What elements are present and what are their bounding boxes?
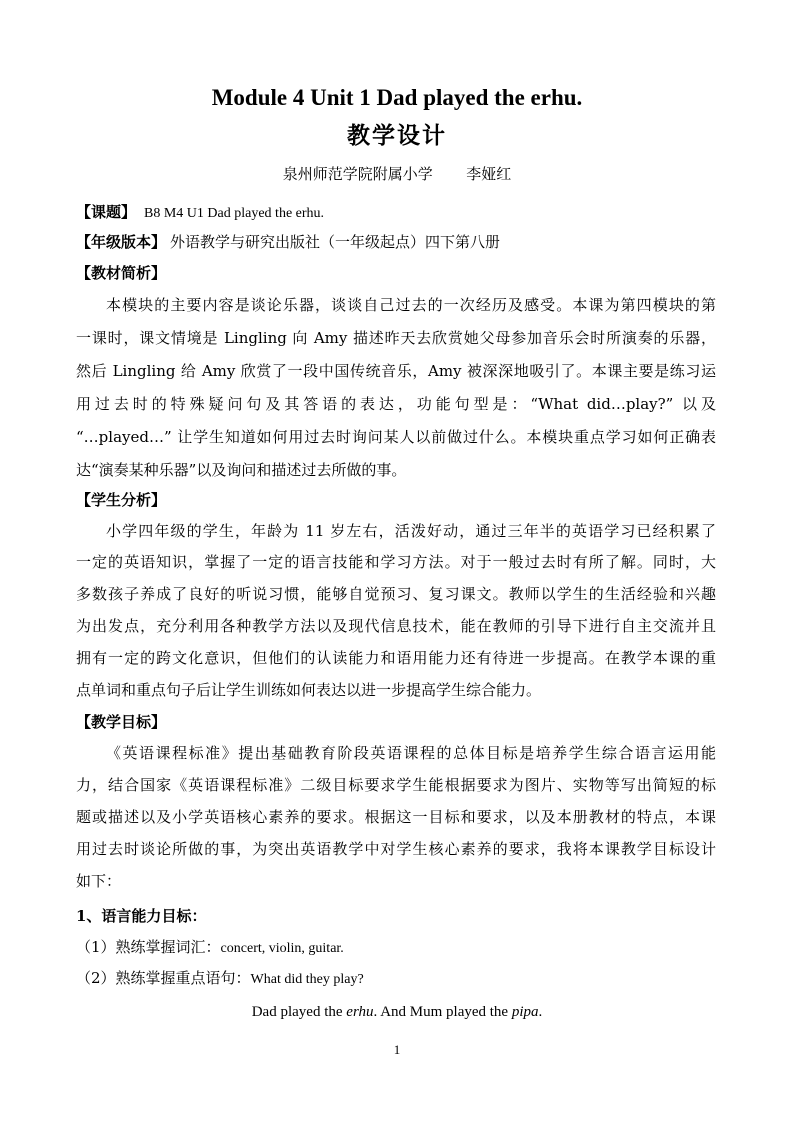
- analysis-line: 本模块的主要内容是谈论乐器，谈谈自己过去的一次经历及感受。本课为第四模块的第: [106, 296, 716, 314]
- example-part: .: [538, 1004, 543, 1020]
- students-heading: 【学生分析】: [76, 491, 167, 509]
- students-line: 点单词和重点句子后让学生训练如何表达以进一步提高学生综合能力。: [76, 681, 542, 699]
- example-word-pipa: pipa: [511, 1004, 539, 1020]
- edition-line: [76, 230, 500, 254]
- vocab-item-words: concert, violin, guitar.: [220, 941, 344, 956]
- document-title-chinese: 教学设计: [347, 122, 447, 149]
- goals-line: 《英语课程标准》提出基础教育阶段英语课程的总体目标是培养学生综合语言运用能: [106, 744, 716, 762]
- author-name: 李娅红: [466, 165, 512, 183]
- page-number: 1: [393, 1042, 401, 1057]
- students-line: 拥有一定的跨文化意识，但他们的认读能力和语用能力还有待进一步提高。在教学本课的重: [76, 649, 716, 667]
- analysis-heading: 【教材简析】: [76, 264, 167, 282]
- sentence-item-prefix: （2）熟练掌握重点语句：: [76, 969, 251, 987]
- students-line: 一定的英语知识，掌握了一定的语言技能和学习方法。对于一般过去时有所了解。同时，大: [76, 553, 716, 571]
- example-sentence: [0, 1000, 794, 1024]
- language-goal-heading: 1、语言能力目标：: [76, 907, 207, 925]
- students-line: 为出发点，充分利用各种教学方法以及现代信息技术，能在教师的引导下进行自主交流并且: [76, 617, 716, 635]
- example-part: Dad played the: [251, 1004, 347, 1020]
- analysis-line: “…played…” 让学生知道如何用过去时询问某人以前做过什么。本模块重点学习如何正确表: [76, 428, 716, 446]
- document-title-english: Module 4 Unit 1 Dad played the erhu.: [211, 85, 583, 110]
- goals-line: 力，结合国家《英语课程标准》二级目标要求学生能根据要求为图片、实物等写出简短的标: [76, 776, 716, 794]
- goals-line: 如下：: [76, 872, 122, 890]
- example-part: . And Mum played the: [373, 1004, 512, 1020]
- goals-heading: 【教学目标】: [76, 713, 167, 731]
- school-name: 泉州师范学院附属小学: [282, 165, 433, 183]
- topic-line: [76, 200, 324, 226]
- sentence-item-text: What did they play?: [250, 972, 364, 987]
- edition-value: 外语教学与研究出版社（一年级起点）四下第八册: [170, 233, 501, 251]
- vocab-item: [76, 935, 344, 961]
- analysis-line: 一课时，课文情境是 Lingling 向 Amy 描述昨天去欣赏她父母参加音乐会时所演奏的乐器，: [76, 329, 716, 347]
- analysis-line: 用过去时的特殊疑问句及其答语的表达，功能句型是：“What did…play?” 以及: [76, 395, 716, 413]
- goals-line: 题或描述以及小学英语核心素养的要求。根据这一目标和要求，以及本册教材的特点，本课: [76, 808, 716, 826]
- edition-label: 【年级版本】: [76, 233, 167, 251]
- goals-line: 用过去时谈论所做的事，为突出英语教学中对学生核心素养的要求，我将本课教学目标设计: [76, 840, 716, 858]
- author-line: [0, 162, 794, 186]
- example-word-erhu: erhu: [346, 1004, 374, 1020]
- analysis-line: 达“演奏某种乐器”以及询问和描述过去所做的事。: [76, 461, 407, 479]
- students-line: 小学四年级的学生，年龄为 11 岁左右，活泼好动，通过三年半的英语学习已经积累了: [106, 522, 716, 540]
- vocab-item-prefix: （1）熟练掌握词汇：: [76, 938, 221, 956]
- analysis-line: 然后 Lingling 给 Amy 欣赏了一段中国传统音乐，Amy 被深深地吸引了。本课主要是练习运: [76, 362, 716, 380]
- sentence-item: [76, 966, 364, 992]
- topic-label: 【课题】: [76, 203, 137, 221]
- topic-value: B8 M4 U1 Dad played the erhu.: [144, 206, 325, 221]
- students-line: 多数孩子养成了良好的听说习惯，能够自觉预习、复习课文。教师以学生的生活经验和兴趣: [76, 585, 716, 603]
